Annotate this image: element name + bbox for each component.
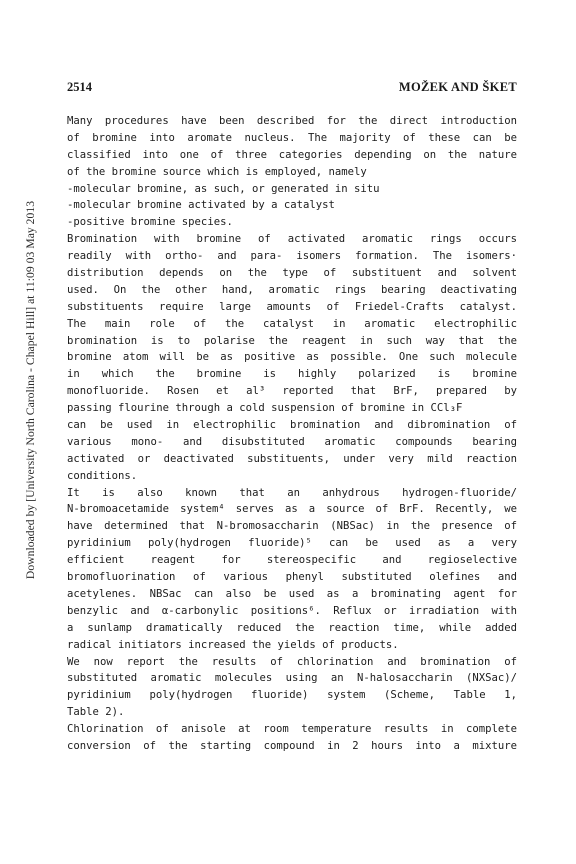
text-line: distribution depends on the type of substituent and solvent — [67, 267, 517, 280]
text-line: -molecular bromine, as such, or generated in situ — [67, 182, 380, 195]
text-line: bromination is to polarise the reagent in such way that the — [67, 334, 517, 347]
text-line: benzylic and α-carbonylic positions⁶. Reflux or irradiation with — [67, 604, 517, 617]
text-line: -positive bromine species. — [67, 216, 233, 229]
text-line: radical initiators increased the yields of products. — [67, 638, 399, 651]
text-line: monofluoride. Rosen et al³ reported that BrF, prepared by — [67, 385, 517, 398]
text-line: substituents require large amounts of Friedel-Crafts catalyst. — [67, 300, 517, 313]
text-line: activated or deactivated substituents, under very mild reaction — [67, 452, 517, 465]
page-number: 2514 — [67, 80, 92, 94]
text-line: in which the bromine is highly polarized is bromine — [67, 368, 517, 381]
body-text — [67, 113, 517, 755]
text-line: Table 2). — [67, 706, 125, 719]
running-head-authors: MOŽEK AND ŠKET — [398, 80, 517, 94]
text-line: various mono- and disubstituted aromatic compounds bearing — [67, 435, 517, 448]
text-line: pyridinium poly(hydrogen fluoride)⁵ can be used as a very — [67, 537, 517, 550]
text-line: of bromine into aromate nucleus. The majority of these can be — [67, 131, 517, 144]
text-line: We now report the results of chlorination and bromination of — [67, 655, 517, 668]
text-line: conversion of the starting compound in 2 hours into a mixture — [67, 739, 517, 752]
download-watermark: Downloaded by [University North Carolina - Chapel Hill] at 11:09 03 May 2013 — [24, 200, 37, 580]
page-header — [67, 80, 517, 98]
text-line: Chlorination of anisole at room temperature results in complete — [67, 723, 517, 736]
text-line: substituted aromatic molecules using an N-halosaccharin (NXSac)/ — [67, 672, 517, 685]
text-line: have determined that N-bromosaccharin (NBSac) in the presence of — [67, 520, 517, 533]
text-line: used. On the other hand, aromatic rings bearing deactivating — [67, 283, 517, 296]
text-line: passing flourine through a cold suspension of bromine in CCl₃F — [67, 402, 463, 415]
text-line: It is also known that an anhydrous hydrogen-fluoride/ — [67, 486, 517, 499]
text-line: bromine atom will be as positive as possible. One such molecule — [67, 351, 517, 364]
text-line: bromofluorination of various phenyl substituted olefines and — [67, 571, 517, 584]
text-line: The main role of the catalyst in aromatic electrophilic — [67, 317, 517, 330]
text-line: acetylenes. NBSac can also be used as a brominating agent for — [67, 587, 517, 600]
text-line: Many procedures have been described for the direct introduction — [67, 115, 517, 127]
text-line: can be used in electrophilic bromination and dibromination of — [67, 419, 517, 432]
text-line: a sunlamp dramatically reduced the reaction time, while added — [67, 621, 517, 634]
text-line: pyridinium poly(hydrogen fluoride) system (Scheme, Table 1, — [67, 689, 517, 702]
text-line: of the bromine source which is employed, namely — [67, 165, 367, 178]
text-line: readily with ortho- and para- isomers formation. The isomers· — [67, 250, 517, 263]
text-line: -molecular bromine activated by a catalyst — [67, 199, 335, 212]
text-line: conditions. — [67, 469, 138, 482]
text-line: Bromination with bromine of activated aromatic rings occurs — [67, 233, 517, 246]
text-line: N-bromoacetamide system⁴ serves as a source of BrF. Recently, we — [67, 503, 517, 516]
text-line: efficient reagent for stereospecific and regioselective — [67, 554, 517, 567]
text-line: classified into one of three categories depending on the nature — [67, 148, 517, 161]
